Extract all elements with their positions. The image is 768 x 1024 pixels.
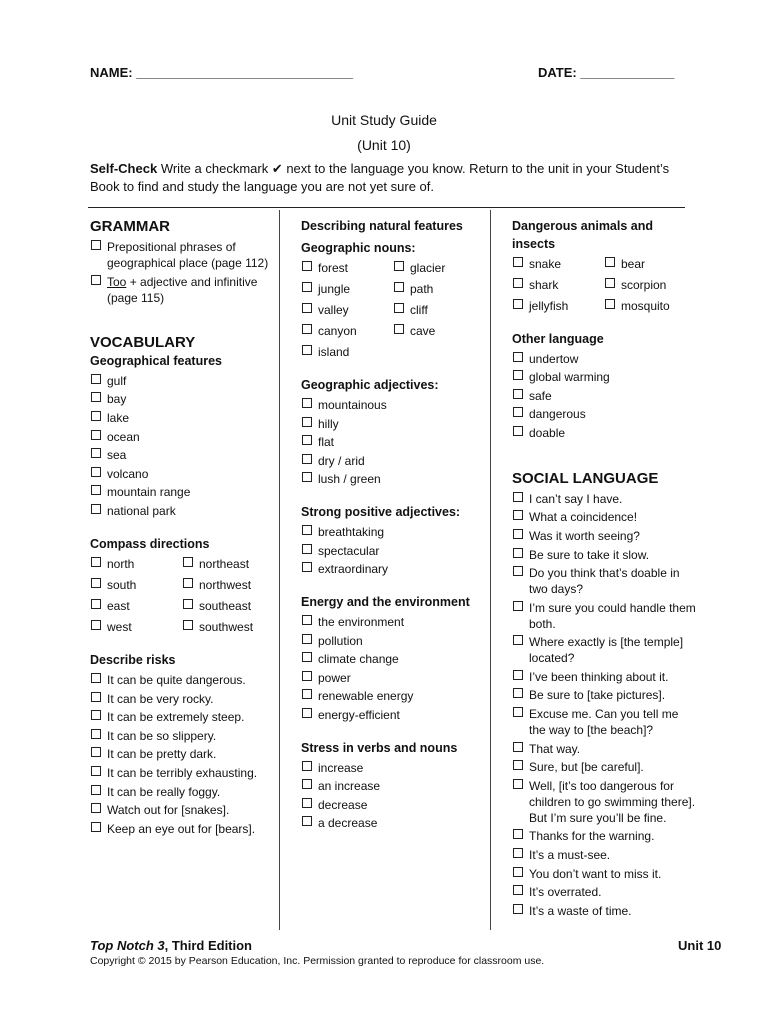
checkbox[interactable] xyxy=(302,708,312,718)
checkbox[interactable] xyxy=(302,261,312,271)
checkbox[interactable] xyxy=(513,389,523,399)
book-edition: , Third Edition xyxy=(164,938,253,953)
checkbox[interactable] xyxy=(91,374,101,384)
checklist-item[interactable] xyxy=(301,434,486,450)
checkbox[interactable] xyxy=(513,548,523,558)
date-field-label: DATE: _____________ xyxy=(538,65,675,80)
item-label: I’ve been thinking about it. xyxy=(529,669,669,684)
checklist-item[interactable] xyxy=(90,466,275,482)
social-language-list xyxy=(512,491,697,919)
checkbox[interactable] xyxy=(302,671,312,681)
checklist-item[interactable] xyxy=(512,425,697,441)
checklist-item[interactable] xyxy=(512,741,697,757)
checklist-item[interactable] xyxy=(90,598,182,614)
item-label: Be sure to take it slow. xyxy=(529,547,650,562)
energy-environment-heading: Energy and the environment xyxy=(301,594,470,609)
checkbox[interactable] xyxy=(302,652,312,662)
item-label: dry / arid xyxy=(318,453,365,468)
checklist-item[interactable] xyxy=(90,373,275,389)
checklist-item[interactable] xyxy=(512,778,697,826)
item-label: That way. xyxy=(529,741,581,756)
item-label: scorpion xyxy=(621,277,667,292)
checklist-item[interactable] xyxy=(90,577,182,593)
checklist-item[interactable] xyxy=(604,298,696,314)
checklist-item[interactable] xyxy=(90,447,275,463)
checkbox[interactable] xyxy=(302,435,312,445)
item-label: Was it worth seeing? xyxy=(529,528,640,543)
checkbox[interactable] xyxy=(513,707,523,717)
checklist-item[interactable] xyxy=(90,691,275,707)
item-label: cave xyxy=(410,324,436,339)
checklist-item[interactable] xyxy=(90,429,275,445)
checklist-item[interactable] xyxy=(301,453,486,469)
checkbox[interactable] xyxy=(91,392,101,402)
checkbox[interactable] xyxy=(302,454,312,464)
checkbox[interactable] xyxy=(302,761,312,771)
item-label: I can’t say I have. xyxy=(529,491,623,506)
too-word: Too xyxy=(107,274,127,289)
other-language-heading: Other language xyxy=(512,331,604,346)
checklist-item[interactable] xyxy=(512,528,697,544)
checkbox[interactable] xyxy=(91,710,101,720)
compass-directions-list xyxy=(90,553,275,638)
strong-adjectives-list xyxy=(301,524,486,577)
checklist-item[interactable] xyxy=(90,274,275,306)
checklist-item[interactable] xyxy=(301,561,486,577)
item-label: Prepositional phrases of geographical place (page 112) xyxy=(107,240,269,271)
checklist-item[interactable] xyxy=(90,672,275,688)
column-animals-social xyxy=(512,214,697,921)
item-label: mountain range xyxy=(107,485,191,500)
checkbox[interactable] xyxy=(394,261,404,271)
checklist-item[interactable] xyxy=(90,556,182,572)
checkbox[interactable] xyxy=(91,747,101,757)
checklist-item[interactable] xyxy=(512,406,697,422)
checkbox[interactable] xyxy=(302,282,312,292)
checkbox[interactable] xyxy=(91,599,101,609)
column-divider xyxy=(490,210,491,930)
item-label: It can be really foggy. xyxy=(107,784,221,799)
item-label: valley xyxy=(318,302,349,317)
item-label: It’s a waste of time. xyxy=(529,903,632,918)
unit-footer: Unit 10 xyxy=(678,938,722,953)
checklist-item[interactable] xyxy=(90,746,275,762)
checkbox[interactable] xyxy=(302,324,312,334)
checkbox[interactable] xyxy=(302,634,312,644)
checkbox[interactable] xyxy=(513,492,523,502)
checklist-item[interactable] xyxy=(512,847,697,863)
checklist-item[interactable] xyxy=(301,416,486,432)
checkbox[interactable] xyxy=(513,257,523,267)
checklist-item[interactable] xyxy=(301,302,393,318)
item-label: It can be very rocky. xyxy=(107,691,214,706)
checklist-item[interactable] xyxy=(90,765,275,781)
checklist-item[interactable] xyxy=(301,778,486,794)
checklist-item[interactable] xyxy=(301,614,486,630)
energy-environment-list xyxy=(301,614,486,723)
checklist-item[interactable] xyxy=(301,543,486,559)
checklist-item[interactable] xyxy=(301,651,486,667)
geographic-nouns-list xyxy=(301,257,486,363)
checkbox[interactable] xyxy=(183,578,193,588)
item-label: dangerous xyxy=(529,407,586,422)
checklist-item[interactable] xyxy=(393,302,485,318)
name-field-label: NAME: ______________________________ xyxy=(90,65,354,80)
checkbox[interactable] xyxy=(605,257,615,267)
item-label: jellyfish xyxy=(529,298,569,313)
checkbox[interactable] xyxy=(513,352,523,362)
checkbox[interactable] xyxy=(91,240,101,250)
item-label: Where exactly is [the temple] located? xyxy=(529,635,684,666)
item-label: forest xyxy=(318,260,349,275)
grammar-heading: GRAMMAR xyxy=(90,218,170,235)
item-label: undertow xyxy=(529,351,579,366)
item-label: hilly xyxy=(318,416,339,431)
item-label: power xyxy=(318,670,351,685)
item-label: Do you think that’s doable in two days? xyxy=(529,566,680,597)
checklist-item[interactable] xyxy=(512,369,697,385)
book-title xyxy=(90,938,252,953)
item-label: island xyxy=(318,345,350,360)
checklist-item[interactable] xyxy=(512,669,697,685)
item-label: northeast xyxy=(199,556,250,571)
item-label: Keep an eye out for [bears]. xyxy=(107,821,256,836)
checklist-item[interactable] xyxy=(301,760,486,776)
checkbox[interactable] xyxy=(513,688,523,698)
checklist-item[interactable] xyxy=(90,484,275,500)
checklist-item[interactable] xyxy=(512,298,604,314)
checkbox[interactable] xyxy=(513,904,523,914)
item-label: It’s a must-see. xyxy=(529,848,611,863)
checkbox[interactable] xyxy=(513,426,523,436)
checklist-item[interactable] xyxy=(182,556,274,572)
compass-directions-heading: Compass directions xyxy=(90,536,210,551)
checkbox[interactable] xyxy=(302,544,312,554)
item-label: east xyxy=(107,599,130,614)
checkbox[interactable] xyxy=(91,467,101,477)
checkbox[interactable] xyxy=(302,798,312,808)
checkbox[interactable] xyxy=(302,779,312,789)
item-label: You don’t want to miss it. xyxy=(529,866,662,881)
checklist-item[interactable] xyxy=(512,634,697,666)
checklist-item[interactable] xyxy=(512,256,604,272)
checklist-item[interactable] xyxy=(301,815,486,831)
checklist-item[interactable] xyxy=(301,344,393,360)
checklist-item[interactable] xyxy=(512,903,697,919)
item-label: It can be quite dangerous. xyxy=(107,672,246,687)
checkbox[interactable] xyxy=(91,557,101,567)
item-label: mosquito xyxy=(621,298,670,313)
item-label: extraordinary xyxy=(318,562,389,577)
checklist-item[interactable] xyxy=(301,670,486,686)
checkbox[interactable] xyxy=(91,275,101,285)
item-label: What a coincidence! xyxy=(529,510,638,525)
column-natural-features xyxy=(301,214,486,834)
geographic-adjectives-list xyxy=(301,397,486,487)
other-language-list xyxy=(512,351,697,441)
item-label: glacier xyxy=(410,260,446,275)
item-label: cliff xyxy=(410,302,428,317)
checkbox[interactable] xyxy=(513,370,523,380)
checklist-item[interactable] xyxy=(182,598,274,614)
page-title: Unit Study Guide xyxy=(331,112,437,128)
checklist-item[interactable] xyxy=(512,687,697,703)
checklist-item[interactable] xyxy=(512,866,697,882)
checkbox[interactable] xyxy=(91,785,101,795)
checklist-item[interactable] xyxy=(512,509,697,525)
geographical-features-heading: Geographical features xyxy=(90,353,222,368)
item-label: south xyxy=(107,577,137,592)
checklist-item[interactable] xyxy=(301,797,486,813)
checkbox[interactable] xyxy=(91,504,101,514)
checkbox[interactable] xyxy=(513,601,523,611)
checkbox[interactable] xyxy=(513,566,523,576)
item-label: Be sure to [take pictures]. xyxy=(529,688,666,703)
item-label: It can be pretty dark. xyxy=(107,747,217,762)
checklist-item[interactable] xyxy=(301,397,486,413)
checklist-item[interactable] xyxy=(301,524,486,540)
checkbox[interactable] xyxy=(91,485,101,495)
checkbox[interactable] xyxy=(183,599,193,609)
checkbox[interactable] xyxy=(513,742,523,752)
item-label: increase xyxy=(318,760,364,775)
item-label: lake xyxy=(107,411,130,426)
item-label: canyon xyxy=(318,324,357,339)
geographic-adjectives-heading: Geographic adjectives: xyxy=(301,377,439,392)
item-label: west xyxy=(107,620,132,635)
item-label: southeast xyxy=(199,599,252,614)
item-label: bay xyxy=(107,392,127,407)
checkbox[interactable] xyxy=(513,829,523,839)
checklist-item[interactable] xyxy=(604,277,696,293)
item-label: bear xyxy=(621,256,646,271)
book-name: Top Notch 3 xyxy=(90,938,165,953)
describe-risks-list xyxy=(90,672,275,837)
describing-natural-features-heading: Describing natural features xyxy=(301,219,463,233)
checklist-item[interactable] xyxy=(90,391,275,407)
checklist-item[interactable] xyxy=(182,577,274,593)
checkbox[interactable] xyxy=(513,670,523,680)
checkbox[interactable] xyxy=(91,411,101,421)
checkbox[interactable] xyxy=(513,760,523,770)
item-label: volcano xyxy=(107,466,149,481)
column-divider xyxy=(279,210,280,930)
item-label: Watch out for [snakes]. xyxy=(107,803,230,818)
geographical-features-list xyxy=(90,373,275,519)
divider xyxy=(88,207,685,208)
checkbox[interactable] xyxy=(513,867,523,877)
column-grammar-vocabulary xyxy=(90,214,275,839)
item-label: renewable energy xyxy=(318,689,414,704)
checkbox[interactable] xyxy=(183,620,193,630)
checkbox[interactable] xyxy=(605,278,615,288)
checklist-item[interactable] xyxy=(512,600,697,632)
item-label: Sure, but [be careful]. xyxy=(529,760,644,775)
item-label: shark xyxy=(529,277,559,292)
checkbox[interactable] xyxy=(302,303,312,313)
item-label: flat xyxy=(318,435,335,450)
item-label: northwest xyxy=(199,577,252,592)
dangerous-animals-heading: Dangerous animals and insects xyxy=(512,219,654,251)
geographic-nouns-heading: Geographic nouns: xyxy=(301,240,416,255)
item-label: an increase xyxy=(318,779,381,794)
checklist-item[interactable] xyxy=(90,410,275,426)
checkbox[interactable] xyxy=(302,615,312,625)
item-label: the environment xyxy=(318,614,405,629)
checkbox[interactable] xyxy=(513,299,523,309)
item-label: north xyxy=(107,556,135,571)
item-label: path xyxy=(410,281,434,296)
checklist-item[interactable] xyxy=(512,351,697,367)
checkbox[interactable] xyxy=(302,816,312,826)
checkbox[interactable] xyxy=(91,673,101,683)
item-label: spectacular xyxy=(318,543,380,558)
checklist-item[interactable] xyxy=(90,709,275,725)
checkbox[interactable] xyxy=(91,692,101,702)
checklist-item[interactable] xyxy=(90,802,275,818)
item-label: Thanks for the warning. xyxy=(529,829,655,844)
item-label: pollution xyxy=(318,633,363,648)
checkbox[interactable] xyxy=(302,417,312,427)
item-label: It can be extremely steep. xyxy=(107,710,245,725)
checkbox[interactable] xyxy=(302,345,312,355)
item-label: Excuse me. Can you tell me the way to [the beach]? xyxy=(529,707,679,738)
checklist-item[interactable] xyxy=(512,388,697,404)
checklist-item[interactable] xyxy=(301,633,486,649)
checklist-item[interactable] xyxy=(301,323,393,339)
checkbox[interactable] xyxy=(513,885,523,895)
social-language-heading: SOCIAL LANGUAGE xyxy=(512,469,659,487)
checkbox[interactable] xyxy=(91,620,101,630)
checkbox[interactable] xyxy=(513,407,523,417)
checkbox[interactable] xyxy=(91,430,101,440)
checklist-item[interactable] xyxy=(90,239,275,271)
self-check-text: Write a checkmark ✔ next to the language you know. Return to the unit in your Student’s Book to find and study the language you are not yet sure of. xyxy=(90,161,670,194)
self-check-label: Self-Check xyxy=(90,161,158,176)
stress-list xyxy=(301,760,486,832)
item-label: southwest xyxy=(199,620,254,635)
checklist-item[interactable] xyxy=(90,503,275,519)
checkbox[interactable] xyxy=(394,324,404,334)
item-label: global warming xyxy=(529,370,610,385)
checkbox[interactable] xyxy=(91,729,101,739)
checkbox[interactable] xyxy=(513,779,523,789)
checkbox[interactable] xyxy=(91,448,101,458)
checklist-item[interactable] xyxy=(512,565,697,597)
checklist-item[interactable] xyxy=(512,277,604,293)
checklist-item[interactable] xyxy=(90,619,182,635)
checklist-item[interactable] xyxy=(512,884,697,900)
stress-heading: Stress in verbs and nouns xyxy=(301,740,458,755)
checkbox[interactable] xyxy=(302,525,312,535)
item-label: mountainous xyxy=(318,398,387,413)
strong-adjectives-heading: Strong positive adjectives: xyxy=(301,505,461,519)
checklist-item[interactable] xyxy=(512,491,697,507)
checklist-item[interactable] xyxy=(301,281,393,297)
checklist-item[interactable] xyxy=(604,256,696,272)
checklist-item[interactable] xyxy=(90,821,275,837)
item-label: It can be terribly exhausting. xyxy=(107,765,258,780)
checklist-item[interactable] xyxy=(393,281,485,297)
checklist-item[interactable] xyxy=(90,784,275,800)
item-label: gulf xyxy=(107,373,127,388)
checkbox[interactable] xyxy=(91,822,101,832)
item-label: energy-efficient xyxy=(318,707,400,722)
checkbox[interactable] xyxy=(513,278,523,288)
item-label: doable xyxy=(529,426,566,441)
self-check-intro xyxy=(90,160,690,196)
checkbox[interactable] xyxy=(513,635,523,645)
item-label: national park xyxy=(107,504,176,519)
item-label: climate change xyxy=(318,652,399,667)
copyright: Copyright © 2015 by Pearson Education, Inc. Permission granted to reproduce for classroom use. xyxy=(90,955,545,967)
item-label: a decrease xyxy=(318,816,378,831)
checkbox[interactable] xyxy=(91,803,101,813)
item-label: decrease xyxy=(318,797,368,812)
checkbox[interactable] xyxy=(605,299,615,309)
checklist-item[interactable] xyxy=(393,323,485,339)
checklist-item[interactable] xyxy=(393,260,485,276)
checklist-item[interactable] xyxy=(301,707,486,723)
checkbox[interactable] xyxy=(183,557,193,567)
item-label: jungle xyxy=(318,281,351,296)
item-label: It’s overrated. xyxy=(529,885,602,900)
checklist-item[interactable] xyxy=(301,260,393,276)
item-label: snake xyxy=(529,256,562,271)
dangerous-animals-list xyxy=(512,253,697,317)
checkbox[interactable] xyxy=(302,689,312,699)
checklist-item[interactable] xyxy=(512,759,697,775)
item-label: I’m sure you could handle them both. xyxy=(529,600,696,631)
checkbox[interactable] xyxy=(91,578,101,588)
checklist-item[interactable] xyxy=(90,728,275,744)
checklist-item[interactable] xyxy=(182,619,274,635)
item-label: safe xyxy=(529,388,552,403)
checklist-item[interactable] xyxy=(301,471,486,487)
item-label: + adjective and infinitive (page 115) xyxy=(107,274,258,305)
unit-subtitle: (Unit 10) xyxy=(357,137,411,153)
checklist-item[interactable] xyxy=(512,706,697,738)
item-label: ocean xyxy=(107,429,140,444)
checkbox[interactable] xyxy=(302,472,312,482)
checklist-item[interactable] xyxy=(512,547,697,563)
checkbox[interactable] xyxy=(91,766,101,776)
checklist-item[interactable] xyxy=(301,688,486,704)
vocabulary-heading: VOCABULARY xyxy=(90,334,196,352)
item-label: It can be so slippery. xyxy=(107,728,217,743)
item-label: Well, [it’s too dangerous for children to go swimming there]. But I’m sure you’ll be fine. xyxy=(529,778,696,825)
checkbox[interactable] xyxy=(513,510,523,520)
item-label: sea xyxy=(107,448,127,463)
checkbox[interactable] xyxy=(302,562,312,572)
checkbox[interactable] xyxy=(394,303,404,313)
checkbox[interactable] xyxy=(394,282,404,292)
checkbox[interactable] xyxy=(302,398,312,408)
item-label: breathtaking xyxy=(318,525,385,540)
checklist-item[interactable] xyxy=(512,828,697,844)
checkbox[interactable] xyxy=(513,848,523,858)
describe-risks-heading: Describe risks xyxy=(90,652,176,667)
checkbox[interactable] xyxy=(513,529,523,539)
item-label: lush / green xyxy=(318,472,381,487)
